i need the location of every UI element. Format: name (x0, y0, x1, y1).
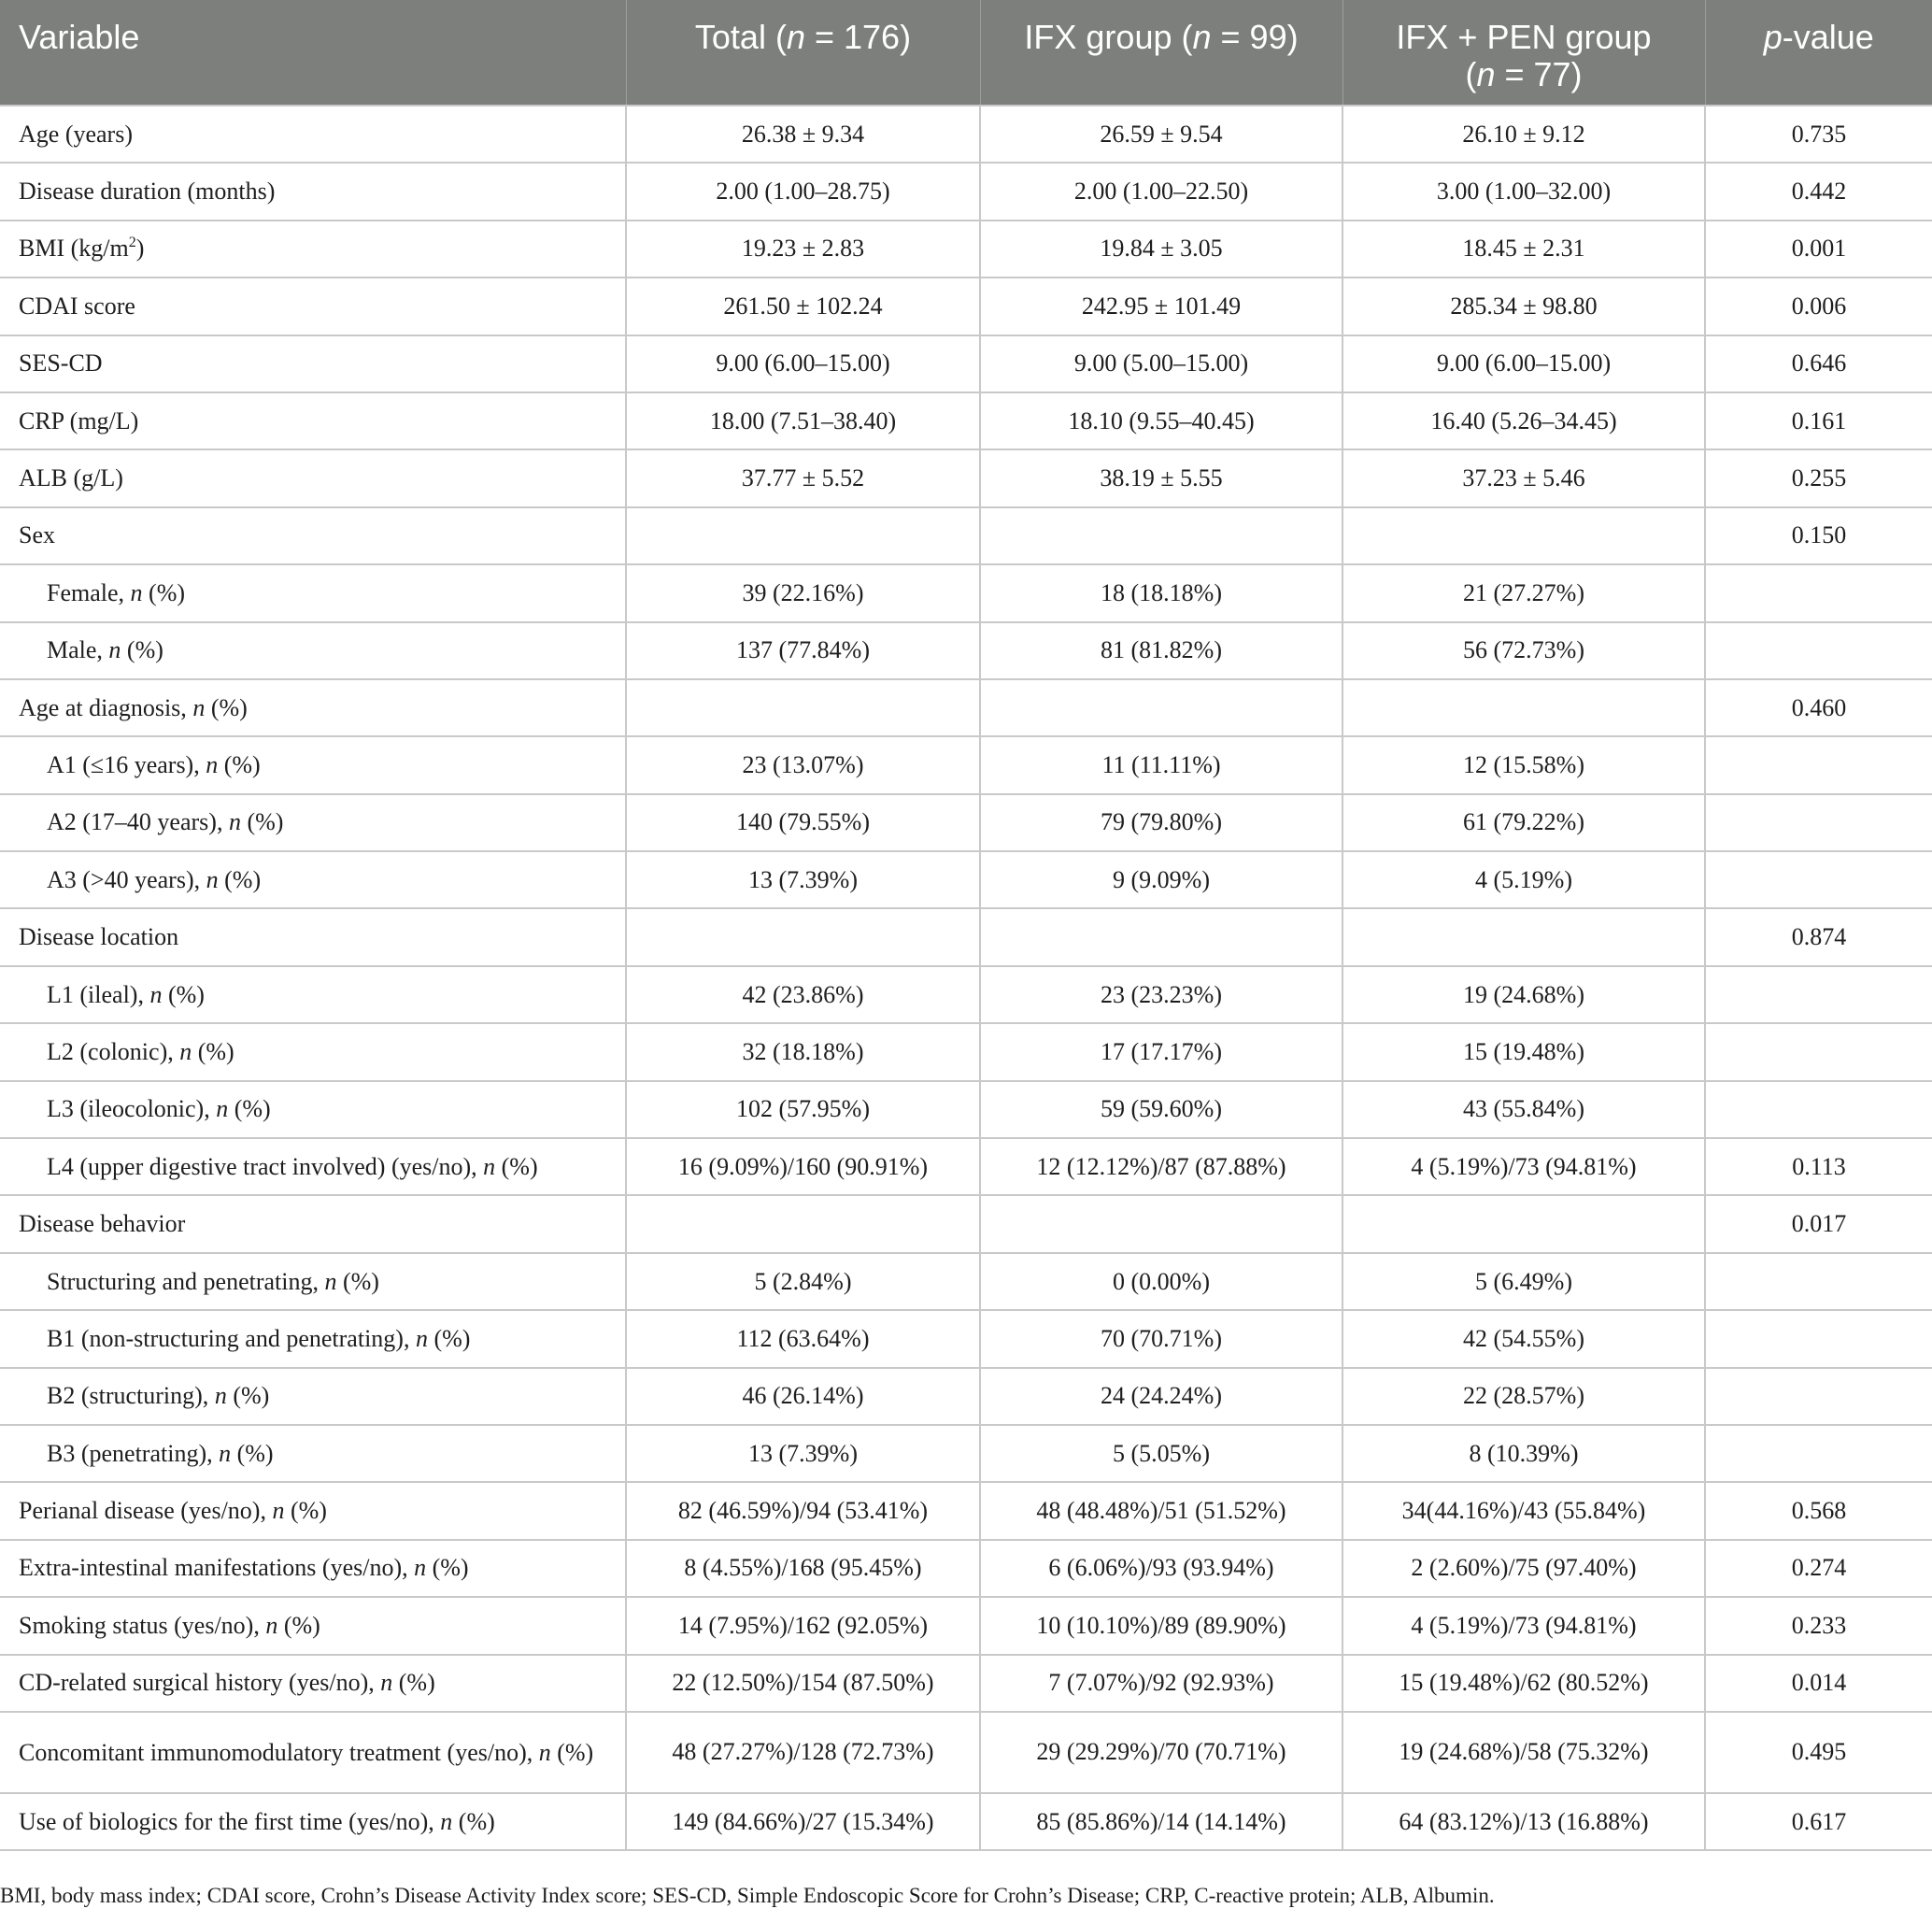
cell-ifx-group: 48 (48.48%)/51 (51.52%) (980, 1482, 1342, 1539)
cell-ifx-group: 10 (10.10%)/89 (89.90%) (980, 1597, 1342, 1654)
cell-ifx-pen-group: 34(44.16%)/43 (55.84%) (1342, 1482, 1705, 1539)
cell-p-value: 0.460 (1705, 679, 1932, 736)
row-label: CRP (mg/L) (0, 392, 626, 449)
cell-ifx-group: 5 (5.05%) (980, 1425, 1342, 1482)
cell-ifx-pen-group: 4 (5.19%)/73 (94.81%) (1342, 1597, 1705, 1654)
cell-p-value: 0.017 (1705, 1195, 1932, 1252)
cell-ifx-group: 9 (9.09%) (980, 851, 1342, 908)
table-row (0, 1023, 1932, 1080)
row-label: Structuring and penetrating, n (%) (0, 1253, 626, 1310)
table-row (0, 392, 1932, 449)
table-row (0, 564, 1932, 621)
cell-ifx-pen-group: 18.45 ± 2.31 (1342, 221, 1705, 278)
cell-ifx-group (980, 908, 1342, 965)
table-row (0, 1310, 1932, 1367)
cell-p-value (1705, 564, 1932, 621)
cell-p-value: 0.014 (1705, 1655, 1932, 1712)
cell-total: 42 (23.86%) (626, 966, 980, 1023)
table-row (0, 335, 1932, 392)
row-label: Age (years) (0, 106, 626, 163)
cell-p-value: 0.255 (1705, 449, 1932, 506)
cell-ifx-pen-group: 19 (24.68%) (1342, 966, 1705, 1023)
cell-ifx-pen-group: 21 (27.27%) (1342, 564, 1705, 621)
cell-ifx-pen-group: 285.34 ± 98.80 (1342, 278, 1705, 335)
cell-ifx-pen-group: 12 (15.58%) (1342, 736, 1705, 793)
cell-p-value: 0.150 (1705, 507, 1932, 564)
cell-ifx-group: 11 (11.11%) (980, 736, 1342, 793)
cell-total: 261.50 ± 102.24 (626, 278, 980, 335)
row-label: ALB (g/L) (0, 449, 626, 506)
cell-ifx-group: 9.00 (5.00–15.00) (980, 335, 1342, 392)
cell-ifx-pen-group: 26.10 ± 9.12 (1342, 106, 1705, 163)
cell-ifx-group: 24 (24.24%) (980, 1368, 1342, 1425)
row-label: L3 (ileocolonic), n (%) (0, 1081, 626, 1138)
cell-total (626, 679, 980, 736)
cell-total: 102 (57.95%) (626, 1081, 980, 1138)
table-row (0, 507, 1932, 564)
row-label: Disease behavior (0, 1195, 626, 1252)
cell-ifx-group: 242.95 ± 101.49 (980, 278, 1342, 335)
row-label: Disease location (0, 908, 626, 965)
cell-ifx-group: 23 (23.23%) (980, 966, 1342, 1023)
table-row (0, 851, 1932, 908)
cell-p-value (1705, 1310, 1932, 1367)
cell-ifx-pen-group: 8 (10.39%) (1342, 1425, 1705, 1482)
cell-ifx-group: 81 (81.82%) (980, 622, 1342, 679)
cell-ifx-pen-group: 15 (19.48%)/62 (80.52%) (1342, 1655, 1705, 1712)
cell-ifx-group: 18 (18.18%) (980, 564, 1342, 621)
cell-p-value: 0.161 (1705, 392, 1932, 449)
cell-p-value: 0.735 (1705, 106, 1932, 163)
cell-p-value: 0.006 (1705, 278, 1932, 335)
header-row (0, 0, 1932, 106)
cell-p-value: 0.442 (1705, 163, 1932, 220)
table-row (0, 1482, 1932, 1539)
cell-total (626, 1195, 980, 1252)
cell-p-value: 0.646 (1705, 335, 1932, 392)
cell-total: 46 (26.14%) (626, 1368, 980, 1425)
table-row (0, 1793, 1932, 1850)
row-label: Smoking status (yes/no), n (%) (0, 1597, 626, 1654)
cell-total: 137 (77.84%) (626, 622, 980, 679)
cell-ifx-group: 38.19 ± 5.55 (980, 449, 1342, 506)
cell-p-value (1705, 851, 1932, 908)
table-header (0, 0, 1932, 106)
cell-ifx-group: 0 (0.00%) (980, 1253, 1342, 1310)
cell-ifx-pen-group: 37.23 ± 5.46 (1342, 449, 1705, 506)
row-label: B2 (structuring), n (%) (0, 1368, 626, 1425)
cell-total: 9.00 (6.00–15.00) (626, 335, 980, 392)
table-row (0, 622, 1932, 679)
cell-p-value (1705, 736, 1932, 793)
row-label: BMI $(kg/m^2)$ (0, 221, 626, 278)
cell-ifx-pen-group (1342, 908, 1705, 965)
header-p-value: p-value (1705, 0, 1932, 106)
row-label: Perianal disease (yes/no), n (%) (0, 1482, 626, 1539)
cell-p-value: 0.274 (1705, 1540, 1932, 1597)
table-row (0, 278, 1932, 335)
cell-p-value (1705, 1368, 1932, 1425)
row-label: Age at diagnosis, n (%) (0, 679, 626, 736)
table-row (0, 1081, 1932, 1138)
cell-ifx-group: 12 (12.12%)/87 (87.88%) (980, 1138, 1342, 1195)
table-row (0, 1712, 1932, 1793)
row-label: Extra-intestinal manifestations (yes/no), n (%) (0, 1540, 626, 1597)
row-label: Concomitant immunomodulatory treatment (yes/no), n (%) (0, 1712, 626, 1793)
table-row (0, 106, 1932, 163)
cell-ifx-group: 6 (6.06%)/93 (93.94%) (980, 1540, 1342, 1597)
row-label: CDAI score (0, 278, 626, 335)
cell-total: 48 (27.27%)/128 (72.73%) (626, 1712, 980, 1793)
cell-p-value: 0.617 (1705, 1793, 1932, 1850)
cell-ifx-group (980, 507, 1342, 564)
header-total: Total (n = 176) (626, 0, 980, 106)
cell-total (626, 507, 980, 564)
cell-total: 18.00 (7.51–38.40) (626, 392, 980, 449)
cell-ifx-pen-group: 42 (54.55%) (1342, 1310, 1705, 1367)
cell-ifx-pen-group: 56 (72.73%) (1342, 622, 1705, 679)
cell-total: 37.77 ± 5.52 (626, 449, 980, 506)
row-label: CD-related surgical history (yes/no), n (%) (0, 1655, 626, 1712)
cell-total: 16 (9.09%)/160 (90.91%) (626, 1138, 980, 1195)
cell-total (626, 908, 980, 965)
cell-ifx-pen-group: 4 (5.19%)/73 (94.81%) (1342, 1138, 1705, 1195)
cell-ifx-group: 85 (85.86%)/14 (14.14%) (980, 1793, 1342, 1850)
cell-total: 8 (4.55%)/168 (95.45%) (626, 1540, 980, 1597)
cell-p-value: 0.001 (1705, 221, 1932, 278)
row-label: A2 (17–40 years), n (%) (0, 794, 626, 851)
cell-total: 112 (63.64%) (626, 1310, 980, 1367)
cell-total: 23 (13.07%) (626, 736, 980, 793)
cell-total: 22 (12.50%)/154 (87.50%) (626, 1655, 980, 1712)
cell-p-value (1705, 1081, 1932, 1138)
cell-total: 32 (18.18%) (626, 1023, 980, 1080)
cell-total: 149 (84.66%)/27 (15.34%) (626, 1793, 980, 1850)
cell-ifx-pen-group: 22 (28.57%) (1342, 1368, 1705, 1425)
cell-ifx-group: 18.10 (9.55–40.45) (980, 392, 1342, 449)
table-row (0, 1138, 1932, 1195)
cell-ifx-pen-group: 16.40 (5.26–34.45) (1342, 392, 1705, 449)
cell-ifx-group: 17 (17.17%) (980, 1023, 1342, 1080)
cell-total: 14 (7.95%)/162 (92.05%) (626, 1597, 980, 1654)
row-label: L2 (colonic), n (%) (0, 1023, 626, 1080)
cell-ifx-pen-group (1342, 679, 1705, 736)
table-row (0, 908, 1932, 965)
table-row (0, 1597, 1932, 1654)
cell-total: 19.23 ± 2.83 (626, 221, 980, 278)
row-label: Male, n (%) (0, 622, 626, 679)
table-row (0, 449, 1932, 506)
cell-p-value (1705, 966, 1932, 1023)
row-label: Disease duration (months) (0, 163, 626, 220)
cell-total: 13 (7.39%) (626, 1425, 980, 1482)
row-label: Sex (0, 507, 626, 564)
cell-ifx-pen-group: 64 (83.12%)/13 (16.88%) (1342, 1793, 1705, 1850)
cell-ifx-pen-group: 9.00 (6.00–15.00) (1342, 335, 1705, 392)
cell-ifx-group: 7 (7.07%)/92 (92.93%) (980, 1655, 1342, 1712)
cell-p-value: 0.113 (1705, 1138, 1932, 1195)
cell-ifx-pen-group: 5 (6.49%) (1342, 1253, 1705, 1310)
row-label: L4 (upper digestive tract involved) (yes/no), n (%) (0, 1138, 626, 1195)
cell-p-value: 0.233 (1705, 1597, 1932, 1654)
table-row (0, 1655, 1932, 1712)
table-row (0, 1368, 1932, 1425)
row-label: L1 (ileal), n (%) (0, 966, 626, 1023)
table-row (0, 794, 1932, 851)
cell-ifx-group: 26.59 ± 9.54 (980, 106, 1342, 163)
table-row (0, 679, 1932, 736)
cell-p-value: 0.495 (1705, 1712, 1932, 1793)
cell-ifx-pen-group: 19 (24.68%)/58 (75.32%) (1342, 1712, 1705, 1793)
cell-p-value (1705, 794, 1932, 851)
cell-ifx-group: 59 (59.60%) (980, 1081, 1342, 1138)
cell-ifx-group: 70 (70.71%) (980, 1310, 1342, 1367)
cell-ifx-pen-group: 3.00 (1.00–32.00) (1342, 163, 1705, 220)
cell-ifx-pen-group: 15 (19.48%) (1342, 1023, 1705, 1080)
row-label: B1 (non-structuring and penetrating), n (%) (0, 1310, 626, 1367)
table-row (0, 1540, 1932, 1597)
cell-total: 82 (46.59%)/94 (53.41%) (626, 1482, 980, 1539)
row-label: Female, n (%) (0, 564, 626, 621)
table-row (0, 1425, 1932, 1482)
cell-ifx-group: 29 (29.29%)/70 (70.71%) (980, 1712, 1342, 1793)
table-footnote: BMI, body mass index; CDAI score, Crohn’s Disease Activity Index score; SES-CD, Simple Endoscopic Score for Crohn’s Disease; CRP, C-reactive protein; ALB, Albumin. (0, 1884, 1495, 1907)
header-ifx-pen-group: IFX + PEN group (n = 77) (1342, 0, 1705, 106)
row-label: Use of biologics for the first time (yes/no), n (%) (0, 1793, 626, 1850)
cell-total: 2.00 (1.00–28.75) (626, 163, 980, 220)
cell-p-value (1705, 1253, 1932, 1310)
cell-ifx-pen-group: 4 (5.19%) (1342, 851, 1705, 908)
cell-total: 140 (79.55%) (626, 794, 980, 851)
cell-ifx-pen-group: 2 (2.60%)/75 (97.40%) (1342, 1540, 1705, 1597)
cell-ifx-pen-group (1342, 1195, 1705, 1252)
table-row (0, 221, 1932, 278)
cell-total: 26.38 ± 9.34 (626, 106, 980, 163)
cell-ifx-group: 19.84 ± 3.05 (980, 221, 1342, 278)
cell-p-value (1705, 1425, 1932, 1482)
row-label: A3 (>40 years), n (%) (0, 851, 626, 908)
row-label: A1 (≤16 years), n (%) (0, 736, 626, 793)
header-ifx-group: IFX group (n = 99) (980, 0, 1342, 106)
table-body (0, 106, 1932, 1850)
table-row (0, 966, 1932, 1023)
cell-total: 13 (7.39%) (626, 851, 980, 908)
cell-p-value (1705, 622, 1932, 679)
table-row (0, 736, 1932, 793)
cell-p-value (1705, 1023, 1932, 1080)
row-label: B3 (penetrating), n (%) (0, 1425, 626, 1482)
cell-ifx-pen-group (1342, 507, 1705, 564)
cell-ifx-group: 79 (79.80%) (980, 794, 1342, 851)
cell-total: 5 (2.84%) (626, 1253, 980, 1310)
cell-p-value: 0.568 (1705, 1482, 1932, 1539)
cell-total: 39 (22.16%) (626, 564, 980, 621)
table-row (0, 1253, 1932, 1310)
cell-ifx-pen-group: 43 (55.84%) (1342, 1081, 1705, 1138)
cell-ifx-pen-group: 61 (79.22%) (1342, 794, 1705, 851)
row-label: SES-CD (0, 335, 626, 392)
cell-p-value: 0.874 (1705, 908, 1932, 965)
header-variable: Variable (0, 0, 626, 106)
table-row (0, 1195, 1932, 1252)
cell-ifx-group (980, 1195, 1342, 1252)
cell-ifx-group (980, 679, 1342, 736)
cell-ifx-group: 2.00 (1.00–22.50) (980, 163, 1342, 220)
table-row (0, 163, 1932, 220)
